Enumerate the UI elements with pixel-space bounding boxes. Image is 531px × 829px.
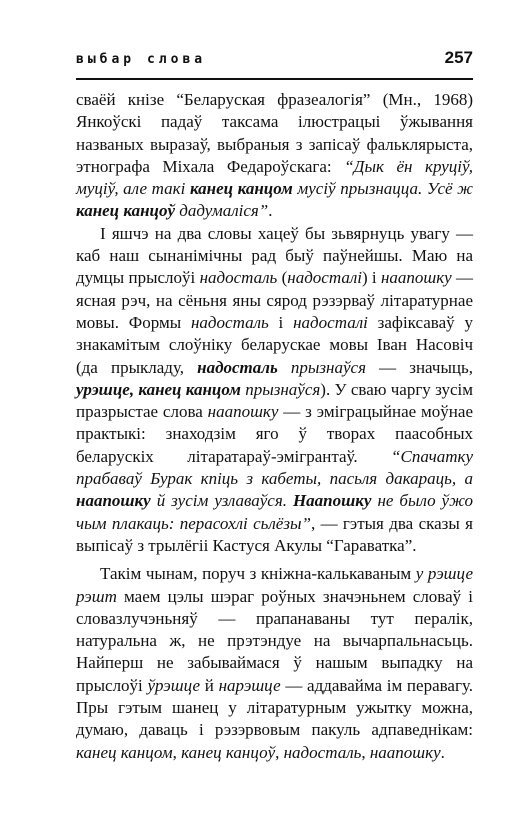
text-run: — аддавайма ім перавагу. Пры гэтым шанец у літаратурным ужытку можна, думаю, даваць і рэзэрвовым пакуль адпаведнікам: [76, 675, 473, 740]
text-run: Такім чынам, поруч з кніжна-калькаваным [100, 564, 416, 584]
italic-phrase: надосталі [287, 268, 362, 288]
italic-phrase: ўрэшце [147, 675, 201, 695]
italic-phrase: у рэшце рэшт [76, 564, 473, 606]
text-run: — значыць, [365, 357, 473, 377]
page-header [76, 48, 473, 72]
text-run: , [275, 742, 284, 762]
text-run: — з эміграцыйнае моўнае практыкі: знаходзім яго ў творах паасобных беларускіх літаратараў-эмігрантаў. [76, 402, 473, 466]
text-run: сваёй кнізе “Беларуская фразеалогія” (Мн., 1968) Янкоўскі падаў таксама ілюстрацыі ўжывання названых выразаў, выбраныя з запісаў фальклярыста, этнографа Міхала Федароўскага: [76, 90, 473, 176]
bold-italic-phrase: урэшце, канец канцом [76, 379, 241, 399]
text-run: маем цэлы шэраг роўных значэньнем словаў і словазлучэньняў — прапанаваны тут пералік, натуральна ж, не прэтэндуе на вычарпальнасьць. Найперш не забываймася ў нашым выпадку на прыслоўі [76, 586, 473, 695]
italic-phrase: наапошку [207, 402, 279, 422]
italic-phrase: мусіў прызнацца. Усё ж [292, 179, 473, 199]
text-run: . [268, 201, 273, 221]
text-run: і [268, 312, 294, 332]
bold-italic-phrase: наапошку [76, 491, 151, 511]
italic-phrase: наапошку [369, 742, 441, 762]
text-run: , — гэтыя два сказы я выпісаў з трылёгіі Кастуся Акулы “Гараватка”. [76, 513, 473, 555]
running-title: выбар слова [76, 52, 207, 67]
italic-phrase: канец канцом [76, 742, 173, 762]
text-run: зафіксаваў у знакамітым слоўніку беларускае мовы Іван Насовіч (да прыкладу, [76, 312, 473, 377]
italic-phrase: канец канцоў [181, 742, 276, 762]
paragraph [76, 89, 473, 223]
paragraph [76, 223, 473, 557]
bold-italic-phrase: канец канцом [189, 179, 293, 199]
bold-italic-phrase: надосталь [197, 357, 278, 377]
text-run: ( [277, 268, 288, 288]
italic-phrase: надосталь [199, 268, 278, 288]
italic-phrase: надосталь [283, 742, 362, 762]
italic-phrase: надосталь [191, 312, 269, 332]
text-run: І яшчэ на два словы хацеў бы зьвярнуць увагу — каб наш сынанімічны рад быў паўнейшы. Маю на думцы прыслоўі [76, 223, 473, 288]
italic-phrase: прызнаўся [240, 379, 321, 399]
body-text [76, 89, 473, 764]
italic-phrase: й зусім узлаваўся. [150, 491, 293, 511]
italic-phrase: “Спачатку прабаваў Бурак кпіць з кабеты, пасьля дакараць, а [76, 446, 473, 489]
text-run: . [440, 742, 445, 762]
text-run: ) і [361, 268, 381, 288]
text-run: — ясная рэч, на сёньня яны сярод рэзэрваў літаратурнае мовы. Формы [76, 268, 474, 332]
italic-phrase: не было ўжо чым плакаць: перасохлі сьлёзы” [76, 491, 473, 533]
italic-phrase: “Дык ён круціў, муціў, але такі [76, 156, 473, 199]
italic-phrase: нарэшце [218, 675, 281, 695]
text-run: , [361, 742, 370, 762]
italic-phrase: дадумаліся” [175, 201, 269, 221]
italic-phrase: наапошку [380, 268, 452, 288]
text-run: ). У сваю чаргу зусім празрыстае слова [76, 379, 473, 422]
header-rule [76, 78, 473, 80]
italic-phrase: прызнаўся [277, 357, 366, 377]
text-run: , [172, 742, 182, 762]
paragraph [76, 563, 473, 764]
italic-phrase: надосталі [293, 312, 368, 332]
bold-italic-phrase: канец канцоў [76, 201, 176, 221]
page-number: 257 [444, 48, 473, 67]
bold-italic-phrase: Наапошку [292, 491, 372, 511]
text-run: й [200, 675, 219, 695]
